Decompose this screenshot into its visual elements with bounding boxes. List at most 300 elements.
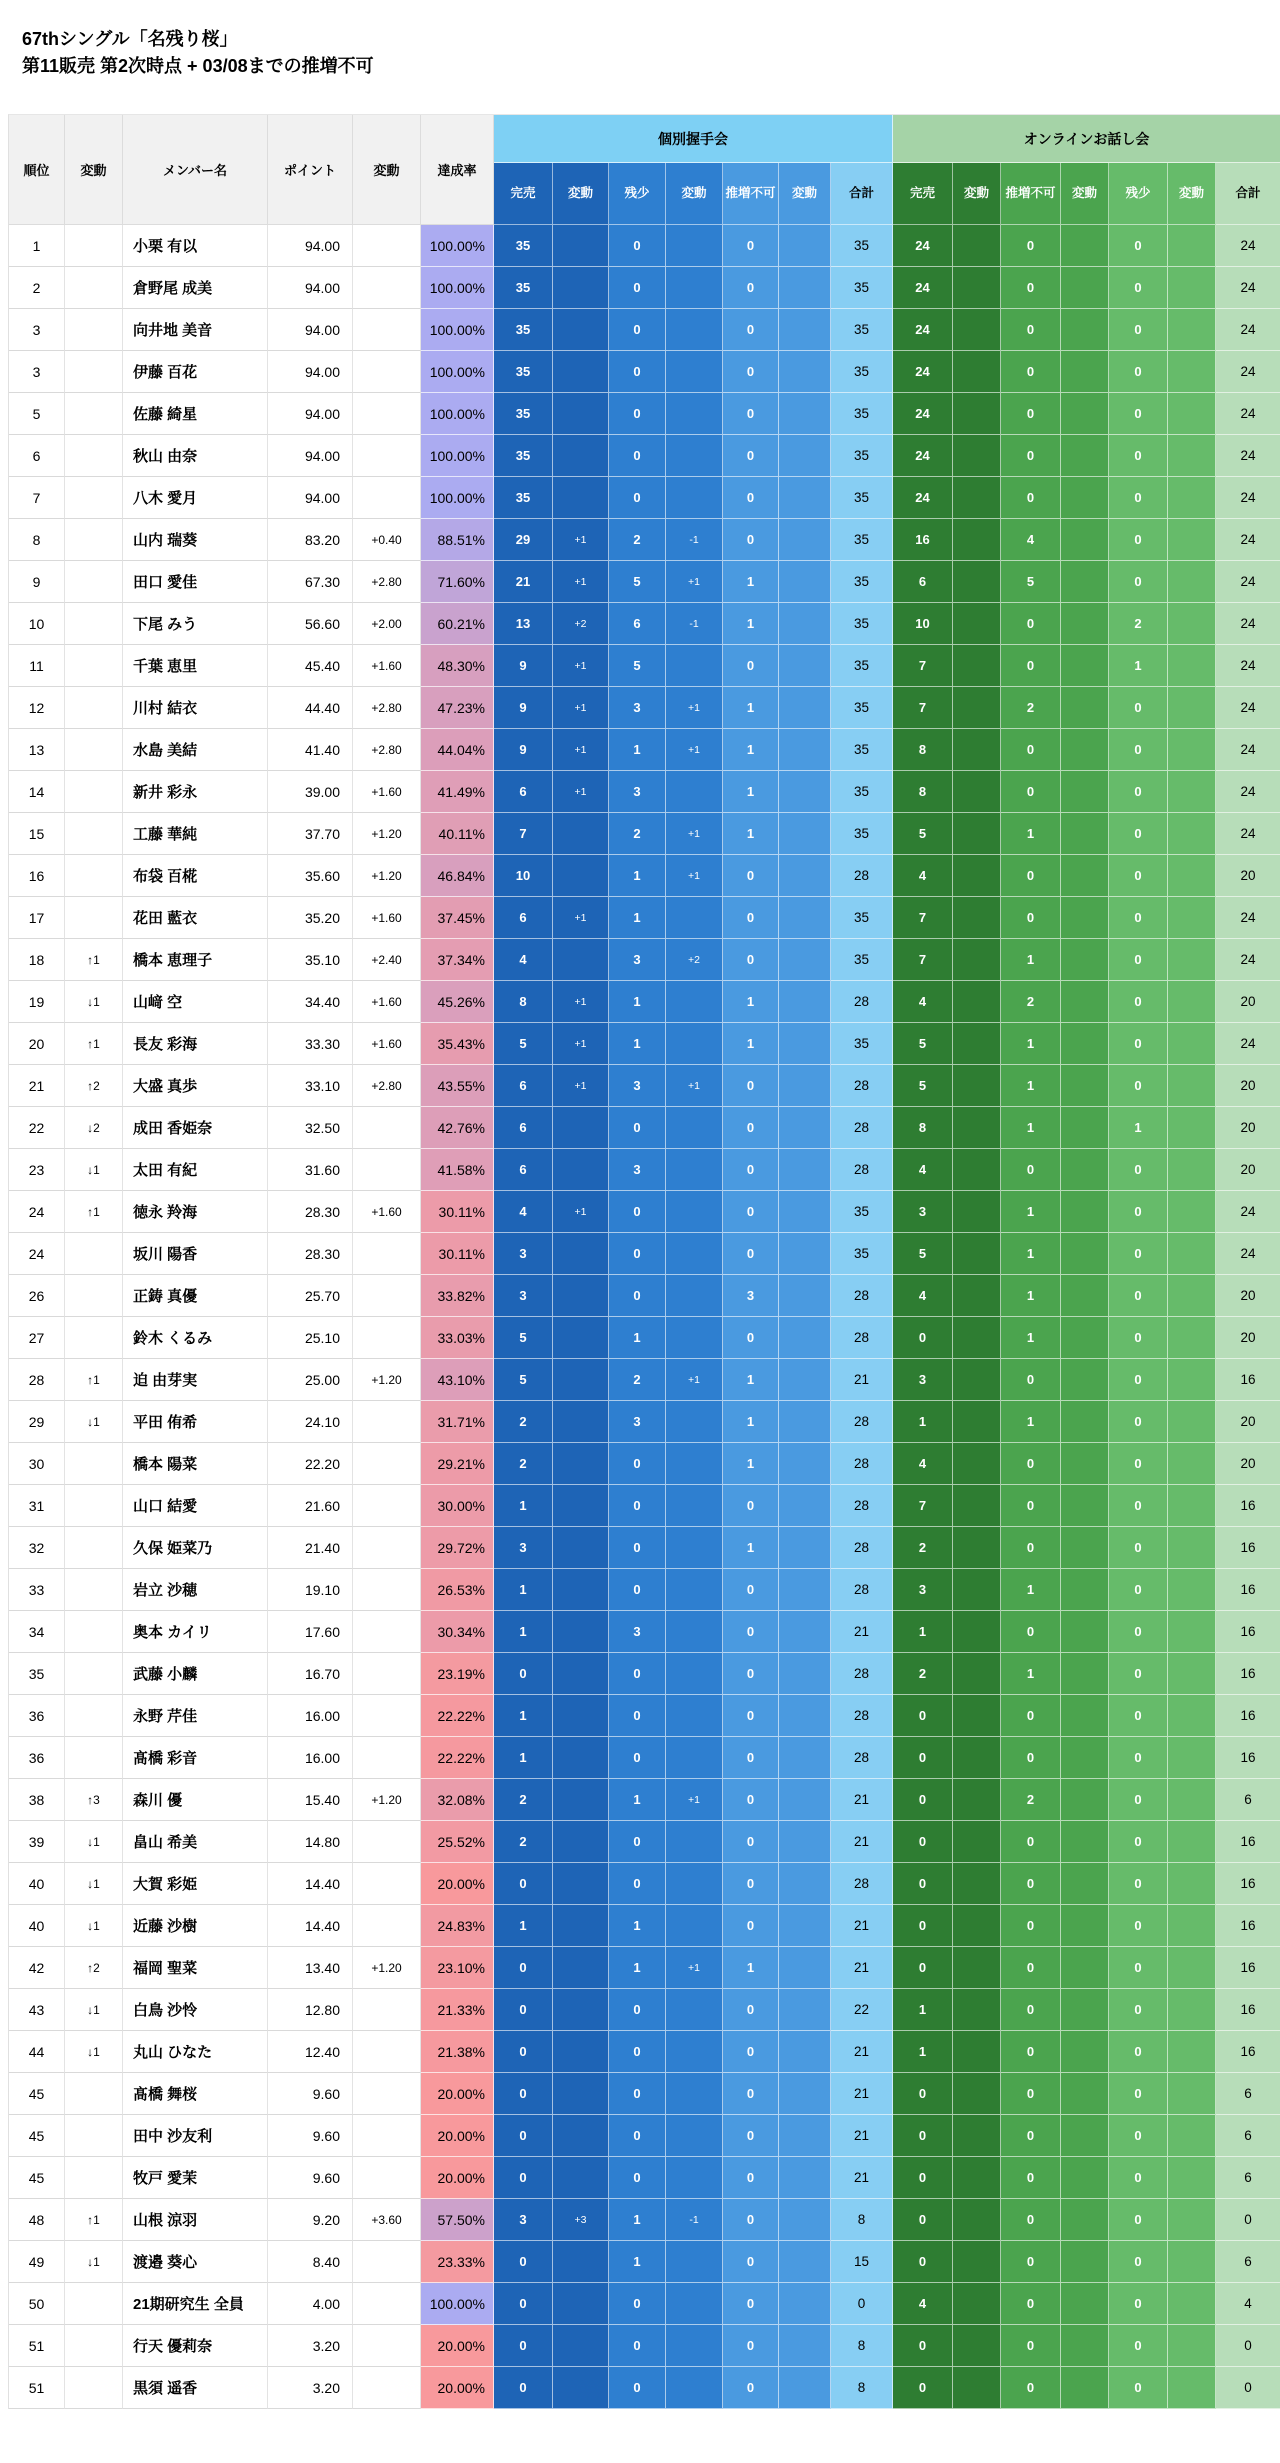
ol-fewleft-cell: 0 <box>1109 1989 1168 2031</box>
ol-change-cell <box>1061 561 1109 603</box>
achievement-cell: 41.58% <box>421 1149 494 1191</box>
points-change-cell <box>353 1737 421 1779</box>
points-change-cell <box>353 1695 421 1737</box>
ol-change-cell <box>953 309 1001 351</box>
hs-noincrease-cell: 0 <box>723 2115 779 2157</box>
hs-change-cell <box>779 1149 831 1191</box>
table-row <box>9 981 1280 1023</box>
ol-change-cell <box>1168 1527 1216 1569</box>
rank-cell: 38 <box>9 1779 65 1821</box>
member-name-cell: 正鋳 真優 <box>123 1275 268 1317</box>
ol-change-cell <box>953 435 1001 477</box>
ol-change-cell <box>953 2367 1001 2409</box>
ol-fewleft-cell: 0 <box>1109 2367 1168 2409</box>
hs-noincrease-cell: 1 <box>723 1023 779 1065</box>
achievement-cell: 30.00% <box>421 1485 494 1527</box>
table-row <box>9 1779 1280 1821</box>
ol-soldout-cell: 5 <box>893 1233 953 1275</box>
points-cell: 35.60 <box>268 855 353 897</box>
achievement-cell: 40.11% <box>421 813 494 855</box>
ol-fewleft-cell: 0 <box>1109 1023 1168 1065</box>
hs-soldout-cell: 2 <box>494 1779 553 1821</box>
ol-change-cell <box>953 519 1001 561</box>
hs-total-cell: 35 <box>831 897 893 939</box>
rank-change-cell <box>65 1275 123 1317</box>
rank-cell: 14 <box>9 771 65 813</box>
table-row <box>9 2115 1280 2157</box>
hs-fewleft-cell: 0 <box>609 1737 666 1779</box>
hs-change-cell <box>666 1527 723 1569</box>
ol-total-cell: 24 <box>1216 561 1280 603</box>
ol-change-cell <box>1168 1569 1216 1611</box>
hs-change-cell <box>666 1863 723 1905</box>
points-cell: 22.20 <box>268 1443 353 1485</box>
hs-soldout-cell: 6 <box>494 1149 553 1191</box>
rank-cell: 44 <box>9 2031 65 2073</box>
hs-noincrease-cell: 0 <box>723 1317 779 1359</box>
hs-change-cell <box>779 225 831 267</box>
ol-change-cell <box>1061 2199 1109 2241</box>
ol-soldout-cell: 7 <box>893 897 953 939</box>
ol-change-cell <box>953 1947 1001 1989</box>
points-cell: 21.40 <box>268 1527 353 1569</box>
hs-change-cell: +1 <box>666 1359 723 1401</box>
points-change-cell: +2.80 <box>353 1065 421 1107</box>
rank-change-cell <box>65 1695 123 1737</box>
ol-change-cell <box>1168 1779 1216 1821</box>
hs-change-cell <box>779 1107 831 1149</box>
hs-change-cell <box>553 1737 609 1779</box>
member-name-cell: 福岡 聖菜 <box>123 1947 268 1989</box>
ol-change-cell <box>953 1107 1001 1149</box>
rank-change-cell: ↑3 <box>65 1779 123 1821</box>
hs-total-cell: 21 <box>831 1905 893 1947</box>
ol-fewleft-cell: 0 <box>1109 981 1168 1023</box>
ol-change-cell <box>1061 309 1109 351</box>
achievement-cell: 43.55% <box>421 1065 494 1107</box>
hs-total-cell: 28 <box>831 981 893 1023</box>
hs-noincrease-cell: 0 <box>723 477 779 519</box>
col-header-rank: 順位 <box>9 115 65 225</box>
points-change-cell <box>353 1905 421 1947</box>
ol-total-cell: 0 <box>1216 2367 1280 2409</box>
ol-total-cell: 20 <box>1216 1149 1280 1191</box>
hs-change-cell <box>779 729 831 771</box>
ol-change-cell <box>953 1443 1001 1485</box>
member-name-cell: 布袋 百椛 <box>123 855 268 897</box>
hs-change-cell <box>553 1947 609 1989</box>
ol-noincrease-cell: 0 <box>1001 1359 1061 1401</box>
points-change-cell <box>353 1653 421 1695</box>
table-row <box>9 2283 1280 2325</box>
hs-change-cell <box>666 435 723 477</box>
member-name-cell: 佐藤 綺星 <box>123 393 268 435</box>
ol-change-cell <box>953 687 1001 729</box>
hs-change-cell <box>779 939 831 981</box>
ol-change-cell <box>1168 1821 1216 1863</box>
hs-total-cell: 35 <box>831 561 893 603</box>
rank-cell: 8 <box>9 519 65 561</box>
ol-noincrease-cell: 0 <box>1001 2283 1061 2325</box>
ol-change-cell <box>953 477 1001 519</box>
ol-change-cell <box>1061 2283 1109 2325</box>
ol-change-cell <box>1168 1233 1216 1275</box>
hs-change-cell <box>779 1233 831 1275</box>
ol-noincrease-cell: 0 <box>1001 1149 1061 1191</box>
rank-cell: 1 <box>9 225 65 267</box>
ol-total-cell: 24 <box>1216 435 1280 477</box>
points-change-cell <box>353 1611 421 1653</box>
table-row <box>9 1107 1280 1149</box>
hs-fewleft-cell: 0 <box>609 1107 666 1149</box>
achievement-cell: 48.30% <box>421 645 494 687</box>
ol-soldout-cell: 8 <box>893 771 953 813</box>
table-row <box>9 939 1280 981</box>
achievement-cell: 43.10% <box>421 1359 494 1401</box>
ol-noincrease-cell: 0 <box>1001 645 1061 687</box>
points-cell: 3.20 <box>268 2325 353 2367</box>
rank-cell: 43 <box>9 1989 65 2031</box>
ranking-table <box>8 114 1280 2409</box>
points-cell: 44.40 <box>268 687 353 729</box>
hs-change-cell <box>779 1821 831 1863</box>
ol-fewleft-cell: 0 <box>1109 771 1168 813</box>
ol-noincrease-cell: 0 <box>1001 309 1061 351</box>
hs-change-cell <box>779 1737 831 1779</box>
hs-noincrease-cell: 0 <box>723 2325 779 2367</box>
rank-change-cell <box>65 2325 123 2367</box>
hs-soldout-cell: 3 <box>494 1275 553 1317</box>
ol-change-cell <box>1168 1401 1216 1443</box>
ol-soldout-cell: 1 <box>893 1611 953 1653</box>
ol-change-cell <box>953 561 1001 603</box>
ol-change-cell <box>953 2157 1001 2199</box>
ol-change-cell <box>953 939 1001 981</box>
rank-cell: 29 <box>9 1401 65 1443</box>
hs-fewleft-cell: 3 <box>609 1065 666 1107</box>
ol-noincrease-cell: 0 <box>1001 2157 1061 2199</box>
ol-noincrease-cell: 0 <box>1001 1863 1061 1905</box>
ol-change-cell <box>953 729 1001 771</box>
hs-noincrease-cell: 0 <box>723 1485 779 1527</box>
hs-total-cell: 35 <box>831 1233 893 1275</box>
hs-fewleft-cell: 0 <box>609 1989 666 2031</box>
hs-change-cell <box>779 1275 831 1317</box>
hs-soldout-cell: 13 <box>494 603 553 645</box>
ol-total-cell: 16 <box>1216 1863 1280 1905</box>
ol-soldout-cell: 0 <box>893 1737 953 1779</box>
table-row <box>9 687 1280 729</box>
hs-change-cell <box>553 2283 609 2325</box>
points-change-cell: +1.20 <box>353 1947 421 1989</box>
ol-change-cell <box>1061 225 1109 267</box>
hs-total-cell: 28 <box>831 1485 893 1527</box>
hs-total-cell: 35 <box>831 393 893 435</box>
hs-fewleft-cell: 3 <box>609 1149 666 1191</box>
hs-soldout-cell: 1 <box>494 1737 553 1779</box>
hs-soldout-cell: 3 <box>494 1233 553 1275</box>
ol-change-cell <box>1061 1401 1109 1443</box>
hs-noincrease-cell: 1 <box>723 1443 779 1485</box>
points-cell: 35.10 <box>268 939 353 981</box>
ol-fewleft-cell: 0 <box>1109 1527 1168 1569</box>
ol-change-cell <box>1168 1485 1216 1527</box>
points-change-cell <box>353 2115 421 2157</box>
points-cell: 94.00 <box>268 435 353 477</box>
ol-change-cell <box>953 351 1001 393</box>
points-change-cell <box>353 1569 421 1611</box>
table-row <box>9 645 1280 687</box>
hs-fewleft-cell: 1 <box>609 855 666 897</box>
ol-change-cell <box>1061 1821 1109 1863</box>
hs-fewleft-cell: 1 <box>609 897 666 939</box>
table-row <box>9 813 1280 855</box>
hs-change-cell <box>779 2241 831 2283</box>
achievement-cell: 47.23% <box>421 687 494 729</box>
points-change-cell <box>353 1149 421 1191</box>
hs-total-cell: 21 <box>831 1947 893 1989</box>
rank-cell: 50 <box>9 2283 65 2325</box>
table-row <box>9 225 1280 267</box>
rank-change-cell <box>65 813 123 855</box>
hs-fewleft-cell: 3 <box>609 1401 666 1443</box>
hs-noincrease-cell: 1 <box>723 1947 779 1989</box>
member-name-cell: 山内 瑞葵 <box>123 519 268 561</box>
hs-change-cell <box>666 1695 723 1737</box>
title-line-1: 67thシングル「名残り桜」 <box>22 29 238 49</box>
ol-soldout-cell: 2 <box>893 1527 953 1569</box>
rank-cell: 51 <box>9 2367 65 2409</box>
ol-total-cell: 24 <box>1216 771 1280 813</box>
points-change-cell <box>353 1863 421 1905</box>
hs-header-change2: 変動 <box>666 163 723 225</box>
hs-soldout-cell: 4 <box>494 939 553 981</box>
hs-change-cell <box>666 2115 723 2157</box>
points-change-cell <box>353 1527 421 1569</box>
achievement-cell: 100.00% <box>421 2283 494 2325</box>
hs-change-cell: +1 <box>666 687 723 729</box>
ol-soldout-cell: 1 <box>893 1401 953 1443</box>
hs-change-cell: +1 <box>553 561 609 603</box>
hs-soldout-cell: 0 <box>494 2115 553 2157</box>
hs-soldout-cell: 9 <box>494 645 553 687</box>
hs-noincrease-cell: 0 <box>723 939 779 981</box>
ol-change-cell <box>1061 603 1109 645</box>
ol-header-change1: 変動 <box>953 163 1001 225</box>
rank-cell: 30 <box>9 1443 65 1485</box>
hs-change-cell <box>553 477 609 519</box>
hs-soldout-cell: 1 <box>494 1611 553 1653</box>
ol-change-cell <box>1061 2115 1109 2157</box>
ol-soldout-cell: 24 <box>893 225 953 267</box>
table-row <box>9 2325 1280 2367</box>
hs-change-cell <box>666 351 723 393</box>
hs-noincrease-cell: 0 <box>723 1737 779 1779</box>
member-name-cell: 岩立 沙穂 <box>123 1569 268 1611</box>
member-name-cell: 山根 涼羽 <box>123 2199 268 2241</box>
achievement-cell: 46.84% <box>421 855 494 897</box>
member-name-cell: 橋本 恵理子 <box>123 939 268 981</box>
hs-change-cell <box>666 1233 723 1275</box>
hs-noincrease-cell: 0 <box>723 1779 779 1821</box>
member-name-cell: 徳永 羚海 <box>123 1191 268 1233</box>
hs-change-cell <box>666 2283 723 2325</box>
hs-change-cell <box>779 2073 831 2115</box>
group-header-handshake: 個別握手会 <box>494 115 893 163</box>
ol-change-cell <box>1168 1023 1216 1065</box>
hs-noincrease-cell: 0 <box>723 1695 779 1737</box>
achievement-cell: 29.21% <box>421 1443 494 1485</box>
ol-soldout-cell: 1 <box>893 1989 953 2031</box>
rank-change-cell: ↓1 <box>65 1401 123 1443</box>
ol-change-cell <box>1061 1989 1109 2031</box>
rank-cell: 34 <box>9 1611 65 1653</box>
ol-soldout-cell: 7 <box>893 687 953 729</box>
rank-cell: 32 <box>9 1527 65 1569</box>
rank-change-cell <box>65 1233 123 1275</box>
hs-total-cell: 35 <box>831 477 893 519</box>
table-row <box>9 561 1280 603</box>
ol-soldout-cell: 7 <box>893 645 953 687</box>
hs-change-cell <box>553 1401 609 1443</box>
ol-soldout-cell: 0 <box>893 2241 953 2283</box>
achievement-cell: 100.00% <box>421 267 494 309</box>
title-line-2: 第11販売 第2次時点 + 03/08までの推増不可 <box>22 56 374 76</box>
ol-change-cell <box>953 897 1001 939</box>
rank-change-cell <box>65 393 123 435</box>
ol-change-cell <box>953 1401 1001 1443</box>
points-cell: 14.40 <box>268 1863 353 1905</box>
ol-change-cell <box>953 1149 1001 1191</box>
hs-change-cell <box>779 1653 831 1695</box>
ol-change-cell <box>1061 729 1109 771</box>
hs-fewleft-cell: 0 <box>609 1191 666 1233</box>
ol-change-cell <box>953 2325 1001 2367</box>
points-change-cell: +2.40 <box>353 939 421 981</box>
rank-change-cell <box>65 2115 123 2157</box>
rank-cell: 40 <box>9 1905 65 1947</box>
ol-noincrease-cell: 1 <box>1001 939 1061 981</box>
ol-change-cell <box>953 1737 1001 1779</box>
achievement-cell: 100.00% <box>421 225 494 267</box>
hs-noincrease-cell: 1 <box>723 1359 779 1401</box>
ol-noincrease-cell: 1 <box>1001 1023 1061 1065</box>
hs-change-cell <box>666 2157 723 2199</box>
ol-total-cell: 24 <box>1216 1233 1280 1275</box>
table-row <box>9 351 1280 393</box>
hs-change-cell <box>553 267 609 309</box>
ol-change-cell <box>1061 1527 1109 1569</box>
points-change-cell: +1.20 <box>353 855 421 897</box>
ol-change-cell <box>1168 1149 1216 1191</box>
ol-change-cell <box>953 2115 1001 2157</box>
hs-change-cell <box>779 1947 831 1989</box>
ol-change-cell <box>1061 2241 1109 2283</box>
ol-change-cell <box>1061 2325 1109 2367</box>
hs-change-cell <box>779 1191 831 1233</box>
hs-change-cell <box>553 1443 609 1485</box>
hs-change-cell <box>779 1611 831 1653</box>
hs-change-cell <box>779 813 831 855</box>
hs-noincrease-cell: 1 <box>723 603 779 645</box>
hs-change-cell <box>666 1737 723 1779</box>
hs-soldout-cell: 6 <box>494 897 553 939</box>
hs-change-cell <box>553 813 609 855</box>
ol-change-cell <box>1061 1191 1109 1233</box>
ol-soldout-cell: 6 <box>893 561 953 603</box>
hs-change-cell: +1 <box>666 813 723 855</box>
ol-total-cell: 24 <box>1216 1191 1280 1233</box>
ol-soldout-cell: 1 <box>893 2031 953 2073</box>
hs-change-cell <box>553 1989 609 2031</box>
ol-header-soldout: 完売 <box>893 163 953 225</box>
hs-fewleft-cell: 0 <box>609 2157 666 2199</box>
rank-change-cell: ↓1 <box>65 2031 123 2073</box>
hs-fewleft-cell: 1 <box>609 2241 666 2283</box>
hs-noincrease-cell: 0 <box>723 351 779 393</box>
ol-change-cell <box>953 1023 1001 1065</box>
ol-noincrease-cell: 1 <box>1001 1275 1061 1317</box>
achievement-cell: 22.22% <box>421 1737 494 1779</box>
hs-change-cell <box>553 2157 609 2199</box>
hs-soldout-cell: 2 <box>494 1821 553 1863</box>
member-name-cell: 坂川 陽香 <box>123 1233 268 1275</box>
ol-noincrease-cell: 0 <box>1001 771 1061 813</box>
ol-noincrease-cell: 0 <box>1001 2241 1061 2283</box>
ol-soldout-cell: 2 <box>893 1653 953 1695</box>
member-name-cell: 山口 結愛 <box>123 1485 268 1527</box>
member-name-cell: 千葉 恵里 <box>123 645 268 687</box>
hs-noincrease-cell: 0 <box>723 1191 779 1233</box>
hs-noincrease-cell: 0 <box>723 1821 779 1863</box>
achievement-cell: 20.00% <box>421 1863 494 1905</box>
hs-change-cell <box>553 2367 609 2409</box>
hs-change-cell <box>779 1569 831 1611</box>
member-name-cell: 髙橋 彩音 <box>123 1737 268 1779</box>
ol-total-cell: 16 <box>1216 1569 1280 1611</box>
ol-change-cell <box>1061 771 1109 813</box>
hs-soldout-cell: 3 <box>494 1527 553 1569</box>
hs-change-cell <box>553 435 609 477</box>
hs-change-cell <box>666 2241 723 2283</box>
hs-noincrease-cell: 0 <box>723 1569 779 1611</box>
ol-change-cell <box>1061 855 1109 897</box>
hs-total-cell: 35 <box>831 435 893 477</box>
ol-soldout-cell: 24 <box>893 309 953 351</box>
ol-noincrease-cell: 1 <box>1001 813 1061 855</box>
points-cell: 37.70 <box>268 813 353 855</box>
hs-fewleft-cell: 0 <box>609 1695 666 1737</box>
points-change-cell <box>353 1401 421 1443</box>
member-name-cell: 田口 愛佳 <box>123 561 268 603</box>
ol-fewleft-cell: 0 <box>1109 2115 1168 2157</box>
ol-noincrease-cell: 1 <box>1001 1233 1061 1275</box>
hs-total-cell: 35 <box>831 267 893 309</box>
ol-noincrease-cell: 0 <box>1001 1989 1061 2031</box>
ol-fewleft-cell: 0 <box>1109 2283 1168 2325</box>
hs-change-cell: +1 <box>553 1065 609 1107</box>
ol-change-cell <box>953 1233 1001 1275</box>
ol-change-cell <box>1168 225 1216 267</box>
points-change-cell <box>353 267 421 309</box>
hs-change-cell <box>553 1695 609 1737</box>
ol-fewleft-cell: 0 <box>1109 1233 1168 1275</box>
ol-change-cell <box>1061 1695 1109 1737</box>
col-header-achievement: 達成率 <box>421 115 494 225</box>
hs-header-fewleft: 残少 <box>609 163 666 225</box>
ol-change-cell <box>953 267 1001 309</box>
hs-header-noincrease: 推増不可 <box>723 163 779 225</box>
